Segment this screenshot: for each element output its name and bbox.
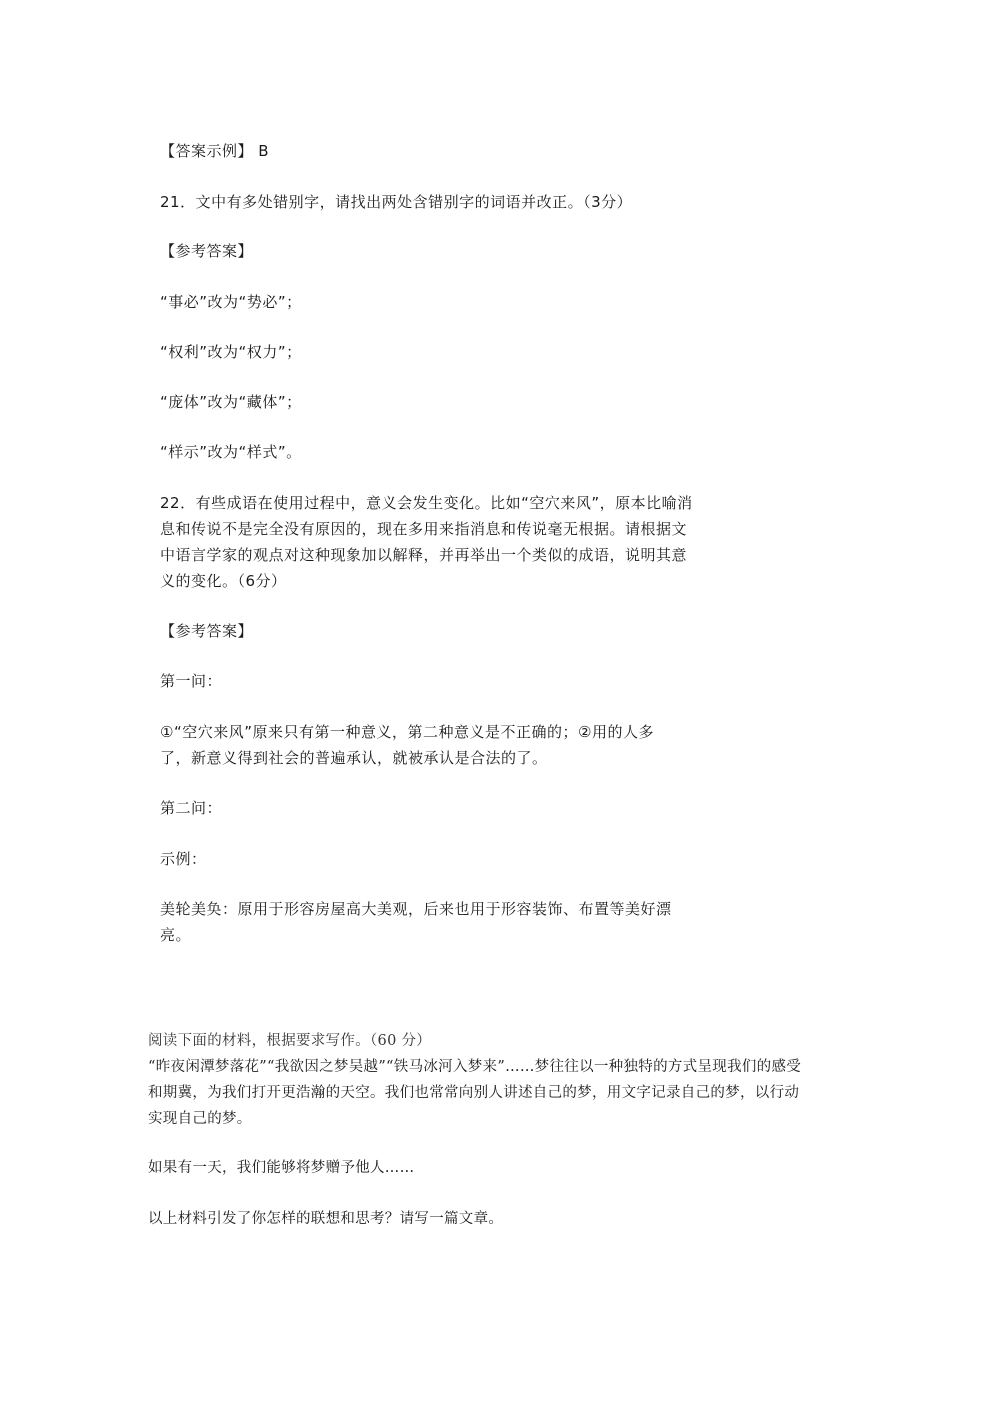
q21-question: 21．文中有多处错别字，请找出两处含错别字的词语并改正。（3分） [160,193,633,211]
q22-question-line-2: 息和传说不是完全没有原因的，现在多用来指消息和传说毫无根据。请根据文 [160,520,688,538]
q21-answer-1: “事必”改为“势必”； [160,293,302,311]
q22-example-line-1: 美轮美奂：原用于形容房屋高大美观，后来也用于形容装饰、布置等美好漂 [160,900,672,918]
q22-part1-line-1: ①“空穴来风”原来只有第一种意义，第二种意义是不正确的；②用的人多 [160,723,654,741]
q22-part1-label: 第一问： [160,672,223,690]
writing-material-line-3: 实现自己的梦。 [148,1111,252,1127]
q22-question-line-4: 义的变化。（6分） [160,572,287,590]
q22-example-line-2: 亮。 [160,926,192,944]
q21-answer-2: “权利”改为“权力”； [160,343,302,361]
q22-question-line-3: 中语言学家的观点对这种现象加以解释，并再举出一个类似的成语，说明其意 [160,546,688,564]
writing-intro: 阅读下面的材料，根据要求写作。（60 分） [148,1033,432,1049]
q22-ref-label: 【参考答案】 [160,622,254,640]
q22-part2-label: 第二问： [160,799,223,817]
writing-material-line-2: 和期冀，为我们打开更浩瀚的天空。我们也常常向别人讲述自己的梦，用文字记录自己的梦，以行动 [148,1085,800,1101]
writing-material-line-1: “昨夜闲潭梦落花”“我欲因之梦吴越”“铁马冰河入梦来”……梦往往以一种独特的方式呈现我们的感受 [148,1059,802,1075]
q21-answer-4: “样示”改为“样式”。 [160,443,302,461]
writing-prompt: 如果有一天，我们能够将梦赠予他人…… [148,1160,415,1176]
q22-example-label: 示例： [160,850,207,868]
q21-answer-3: “庞体”改为“藏体”； [160,393,302,411]
q22-question-line-1: 22．有些成语在使用过程中，意义会发生变化。比如“空穴来风”，原本比喻消 [160,494,693,512]
writing-task: 以上材料引发了你怎样的联想和思考？请写一篇文章。 [148,1211,504,1227]
answer-example: 【答案示例】 B [160,142,270,160]
q21-ref-label: 【参考答案】 [160,242,254,260]
q22-part1-line-2: 了，新意义得到社会的普遍承认，就被承认是合法的了。 [160,749,548,767]
